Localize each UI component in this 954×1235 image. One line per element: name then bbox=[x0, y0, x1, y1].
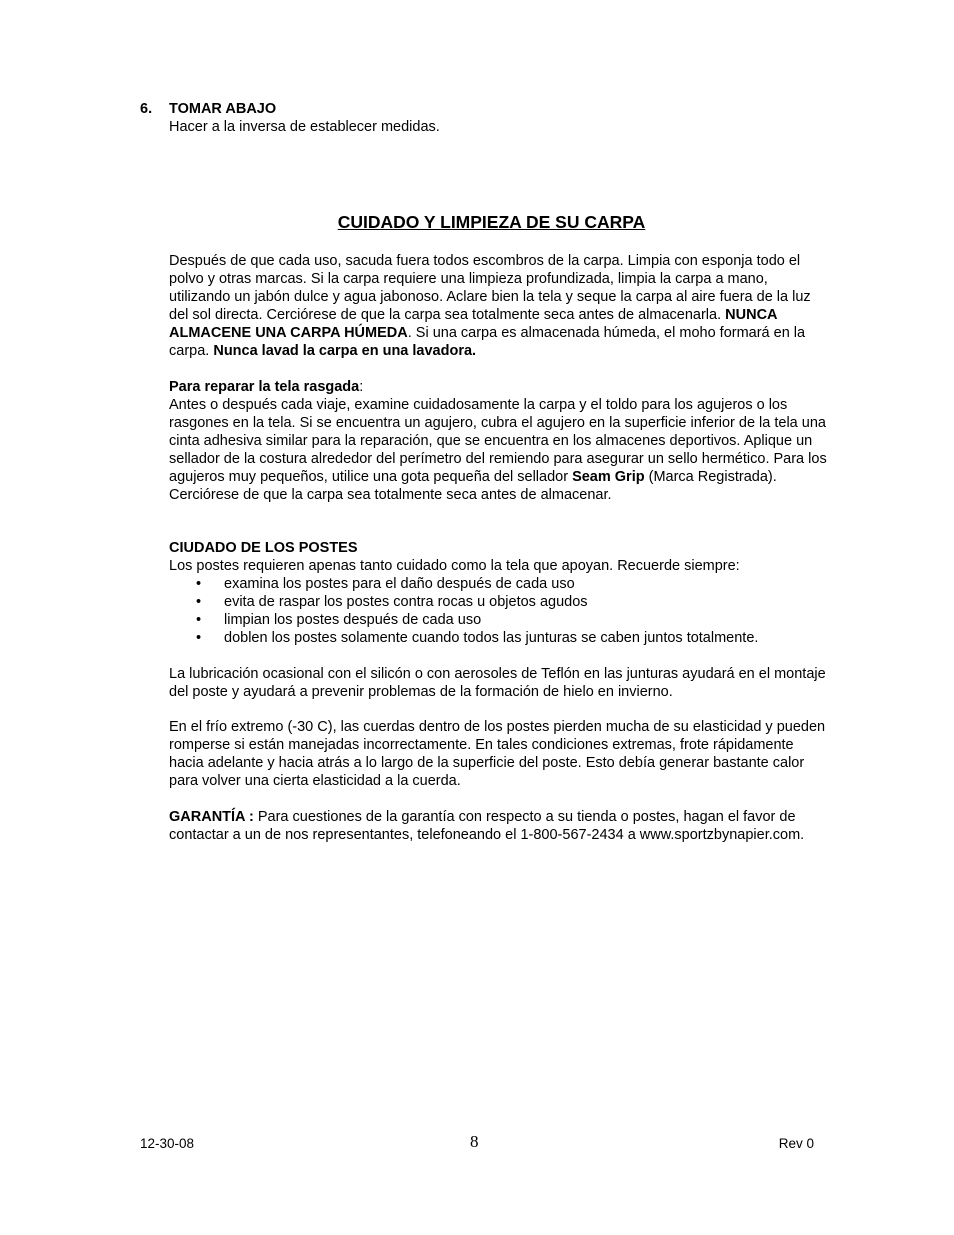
care-warning-washer: Nunca lavad la carpa en una lavadora. bbox=[213, 343, 477, 359]
repair-text-1: Antes o después cada viaje, examine cuidadosamente la carpa y el toldo para los agujeros o los rasgones en la tela. Si se encuentra un agujero, cubra el agujero en la superficie inferior de la tela una cinta adhesiva similar para la reparación, que se encuentra en los almacenes deportivos. Aplique un sellador de la costura alrededor del perímetro del remiendo para asegurar un sello hermético. Para los agujeros muy pequeños, utilice una gota pequeña del sellador bbox=[169, 397, 827, 485]
repair-heading-colon: : bbox=[359, 379, 364, 395]
list-item-text: limpian los postes después de cada uso bbox=[224, 612, 482, 628]
poles-section bbox=[169, 539, 829, 647]
step-number: 6. bbox=[140, 101, 153, 117]
bullet-icon: • bbox=[196, 576, 202, 592]
step-text: Hacer a la inversa de establecer medidas. bbox=[169, 119, 440, 135]
repair-paragraph bbox=[169, 396, 829, 504]
seam-grip-brand: Seam Grip bbox=[572, 469, 645, 485]
care-text-2: . Si una carpa es almacenada húmeda, el moho formará en la carpa. bbox=[169, 325, 806, 359]
warranty-paragraph bbox=[169, 808, 829, 844]
footer-date: 12-30-08 bbox=[140, 1136, 195, 1151]
bullet-icon: • bbox=[196, 612, 202, 628]
warranty-text: Para cuestiones de la garantía con respecto a su tienda o postes, hagan el favor de contactar a un de nos representantes, telefoneando el 1-800-567-2434 a www.sportzbynapier.com. bbox=[169, 809, 805, 843]
repair-text-2: (Marca Registrada). Cerciórese de que la carpa sea totalmente seca antes de almacenar. bbox=[169, 469, 777, 503]
bullet-icon: • bbox=[196, 594, 202, 610]
care-warning-storage: NUNCA ALMACENE UNA CARPA HÚMEDA bbox=[169, 307, 777, 341]
list-item-text: examina los postes para el daño después de cada uso bbox=[224, 576, 575, 592]
list-item bbox=[169, 611, 829, 629]
care-text-1: Después de que cada uso, sacuda fuera todos escombros de la carpa. Limpia con esponja todo el polvo y otras marcas. Si la carpa requiere una limpieza profundizada, limpia la carpa a mano, utilizando un jabón dulce y agua jabonoso. Aclare bien la tela y seque la carpa al aire fuera de la luz del sol directa. Cerciórese de que la carpa sea totalmente seca antes de almacenarla. bbox=[169, 253, 811, 323]
poles-intro: Los postes requieren apenas tanto cuidado como la tela que apoyan. Recuerde siempre: bbox=[169, 558, 740, 574]
list-item bbox=[169, 575, 829, 593]
repair-heading: Para reparar la tela rasgada bbox=[169, 379, 360, 395]
list-item bbox=[169, 593, 829, 611]
section-title: CUIDADO Y LIMPIEZA DE SU CARPA bbox=[337, 212, 646, 232]
poles-heading: CIUDADO DE LOS POSTES bbox=[169, 540, 358, 556]
footer-revision: Rev 0 bbox=[778, 1136, 814, 1151]
list-item bbox=[169, 629, 829, 647]
step-title: TOMAR ABAJO bbox=[169, 101, 277, 117]
lubrication-paragraph: La lubricación ocasional con el silicón o con aerosoles de Teflón en las junturas ayudará en el montaje del poste y ayudará a prevenir problemas de la formación de hielo en invierno. bbox=[169, 666, 826, 700]
poles-list bbox=[169, 575, 829, 647]
warranty-label: GARANTÍA : bbox=[169, 809, 254, 825]
page-number: 8 bbox=[470, 1132, 479, 1151]
care-paragraph bbox=[169, 252, 829, 360]
repair-section bbox=[169, 378, 829, 504]
cold-weather-paragraph: En el frío extremo (-30 C), las cuerdas dentro de los postes pierden mucha de su elasticidad y pueden romperse si están manejadas incorrectamente. En tales condiciones extremas, frote rápidamente hacia adelante y hacia atrás a lo largo de la superficie del poste. Esto debía generar bastante calor para volver una cierta elasticidad a la cuerda. bbox=[169, 719, 826, 789]
bullet-icon: • bbox=[196, 630, 202, 646]
list-item-text: evita de raspar los postes contra rocas u objetos agudos bbox=[224, 594, 588, 610]
list-item-text: doblen los postes solamente cuando todos las junturas se caben juntos totalmente. bbox=[224, 630, 759, 646]
repair-heading-line bbox=[169, 378, 829, 396]
